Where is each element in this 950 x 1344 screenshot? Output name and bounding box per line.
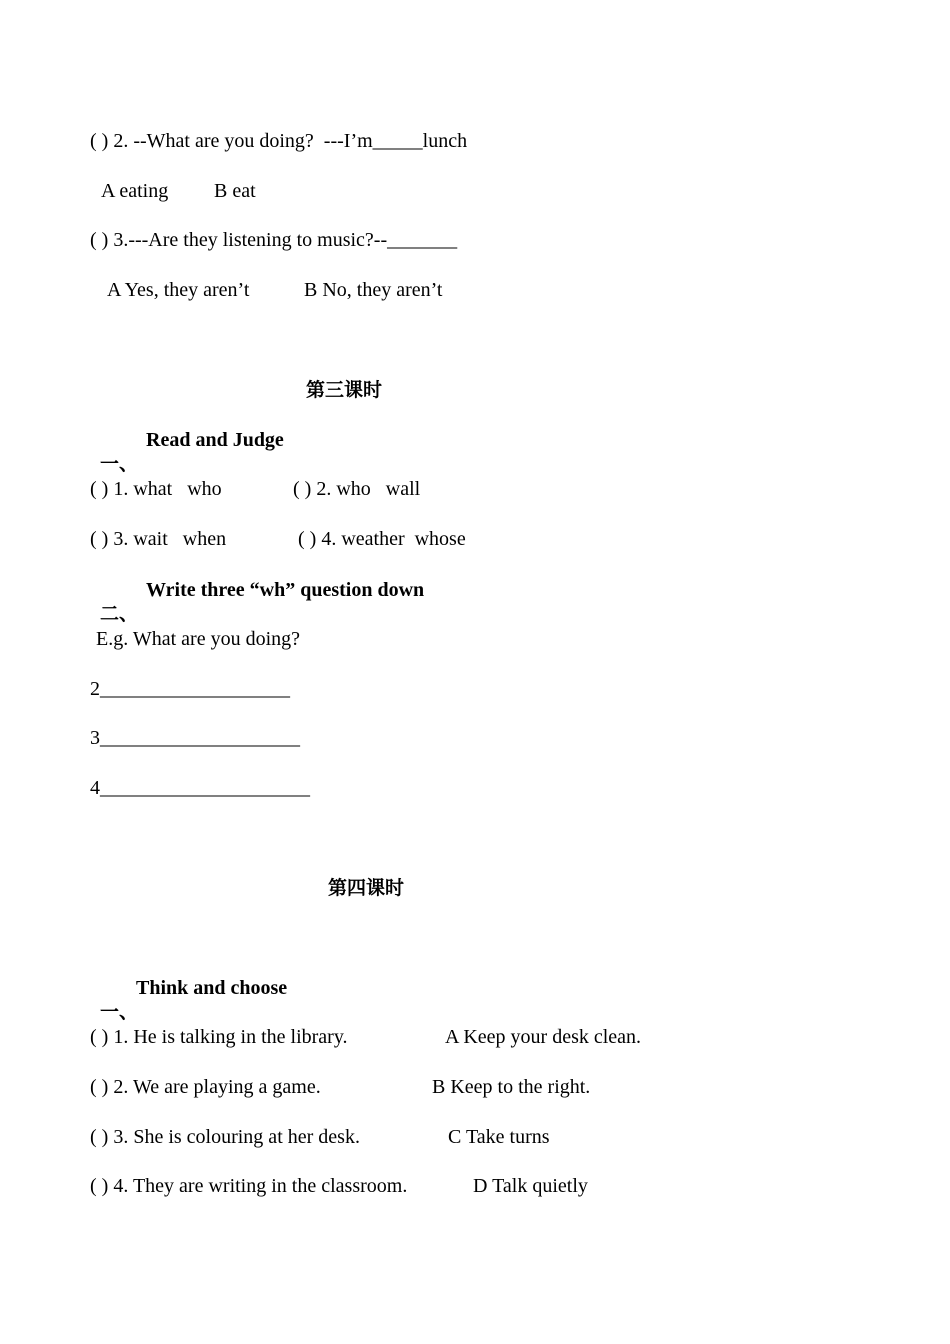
answer-blank-4: 4_____________________ xyxy=(90,777,310,799)
section-heading: Read and Judge xyxy=(146,429,284,451)
choose-question-3: ( ) 3. She is colouring at her desk. xyxy=(90,1126,360,1148)
choose-question-2: ( ) 2. We are playing a game. xyxy=(90,1076,321,1098)
judge-item-2: ( ) 2. who wall xyxy=(293,478,421,500)
choose-answer-d: D Talk quietly xyxy=(473,1175,588,1197)
judge-item-4: ( ) 4. weather whose xyxy=(298,528,466,550)
question-3-stem: ( ) 3.---Are they listening to music?--_______ xyxy=(90,229,458,251)
choose-answer-b: B Keep to the right. xyxy=(432,1076,591,1098)
choose-question-1: ( ) 1. He is talking in the library. xyxy=(90,1026,348,1048)
lesson-3-title: 第三课时 xyxy=(306,379,383,401)
question-2-option-a: A eating xyxy=(101,180,169,202)
judge-item-1: ( ) 1. what who xyxy=(90,478,222,500)
choose-question-4: ( ) 4. They are writing in the classroom. xyxy=(90,1175,408,1197)
section-heading: Think and choose xyxy=(136,977,288,999)
choose-answer-a: A Keep your desk clean. xyxy=(445,1026,642,1048)
example-sentence: E.g. What are you doing? xyxy=(96,628,301,650)
section-marker: 二、 xyxy=(100,603,139,625)
section-heading: Write three “wh” question down xyxy=(146,579,425,601)
question-2-stem: ( ) 2. --What are you doing? ---I’m_____lunch xyxy=(90,130,468,152)
question-3-option-b: B No, they aren’t xyxy=(304,279,443,301)
question-2-option-b: B eat xyxy=(214,180,256,202)
answer-blank-2: 2___________________ xyxy=(90,678,290,700)
question-3-option-a: A Yes, they aren’t xyxy=(107,279,250,301)
section-marker: 一、 xyxy=(100,1001,139,1023)
lesson-4-title: 第四课时 xyxy=(328,877,405,899)
choose-answer-c: C Take turns xyxy=(448,1126,550,1148)
judge-item-3: ( ) 3. wait when xyxy=(90,528,227,550)
section-marker: 一、 xyxy=(100,453,139,475)
answer-blank-3: 3____________________ xyxy=(90,727,300,749)
